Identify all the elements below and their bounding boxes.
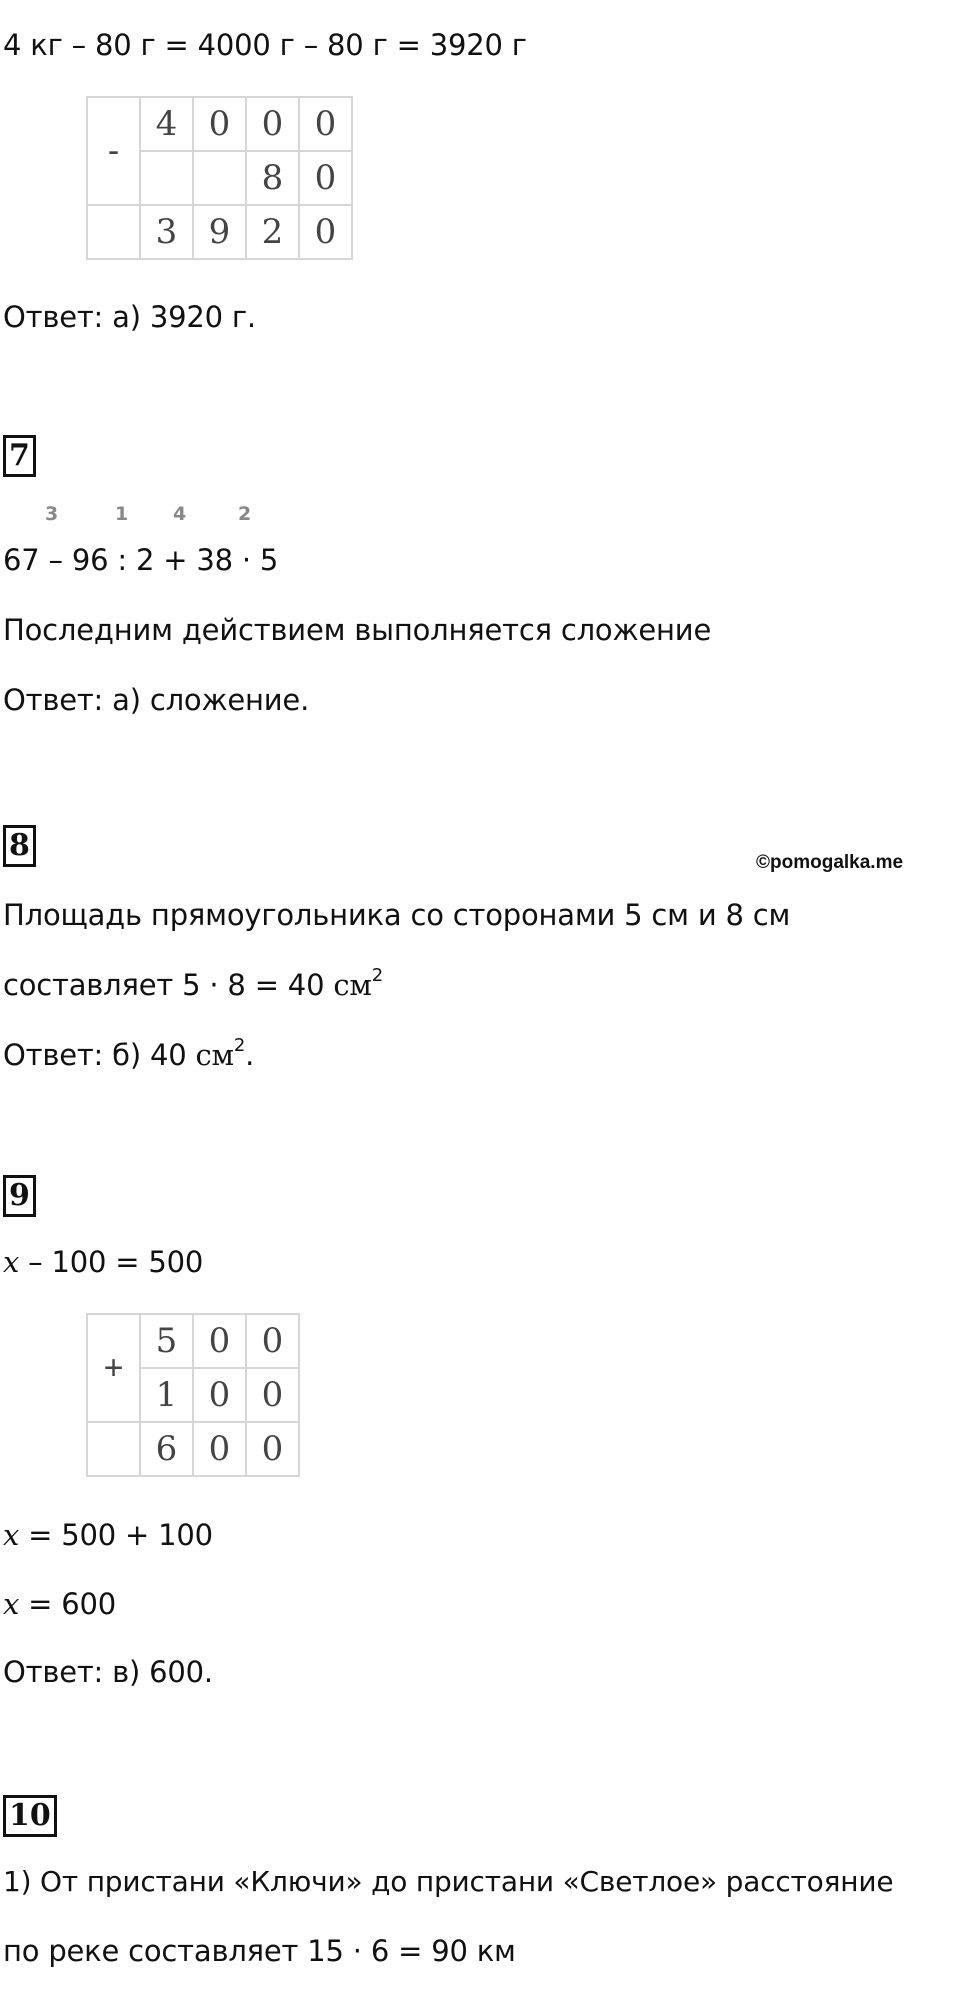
digit-cell: 0 [299, 97, 352, 151]
text-prefix: Ответ: б) 40 [3, 1038, 196, 1072]
digit-cell: 0 [193, 1422, 246, 1476]
digit-cell: 0 [193, 97, 246, 151]
order-mark: 1 [115, 503, 129, 525]
variable: x [3, 1587, 20, 1621]
unit: см [333, 968, 372, 1002]
empty-cell [87, 205, 140, 259]
digit-cell: 0 [299, 205, 352, 259]
addition-column-table [86, 1313, 300, 1477]
variable: x [3, 1518, 20, 1552]
digit-cell: 2 [246, 205, 299, 259]
text-prefix: составляет 5 · 8 = 40 [3, 968, 334, 1002]
superscript: 2 [371, 965, 384, 986]
equation-text: = 500 + 100 [19, 1518, 213, 1552]
text-line: по реке составляет 15 · 6 = 90 км [3, 1934, 516, 1968]
equation-text: – 100 = 500 [19, 1245, 204, 1279]
equation-text: = 600 [19, 1587, 117, 1621]
digit-cell: 6 [140, 1422, 193, 1476]
equation-line [3, 1242, 203, 1282]
task-number-8: 8 [3, 825, 36, 867]
digit-cell: 0 [246, 1368, 299, 1422]
digit-cell: 0 [193, 1368, 246, 1422]
text-line [3, 965, 383, 1005]
plus-sign: + [87, 1314, 140, 1422]
text-line: 1) От пристани «Ключи» до пристани «Светлое» расстояние [3, 1865, 894, 1898]
equation-line [3, 1515, 213, 1555]
digit-cell: 8 [246, 151, 299, 205]
equation-line: 4 кг – 80 г = 4000 г – 80 г = 3920 г [3, 28, 527, 62]
digit-cell: 0 [193, 1314, 246, 1368]
digit-cell: 9 [193, 205, 246, 259]
digit-cell [140, 151, 193, 205]
order-mark: 3 [45, 503, 59, 525]
empty-cell [87, 1422, 140, 1476]
digit-cell [193, 151, 246, 205]
answer-line: Ответ: в) 600. [3, 1655, 213, 1689]
task-number-10: 10 [3, 1795, 57, 1837]
digit-cell: 0 [299, 151, 352, 205]
watermark: ©pomogalka.me [756, 852, 904, 873]
text-line: Последним действием выполняется сложение [3, 613, 712, 647]
digit-cell: 0 [246, 1314, 299, 1368]
subtraction-column-table [86, 96, 353, 260]
expression-line: 67 – 96 : 2 + 38 · 5 [3, 543, 279, 577]
unit: см [195, 1038, 234, 1072]
text-line: Площадь прямоугольника со сторонами 5 см и 8 см [3, 898, 791, 932]
variable: x [3, 1245, 20, 1279]
equation-line [3, 1584, 116, 1624]
digit-cell: 0 [246, 97, 299, 151]
digit-cell: 1 [140, 1368, 193, 1422]
task-number-7: 7 [3, 435, 36, 477]
order-mark: 2 [238, 503, 252, 525]
answer-line: Ответ: а) сложение. [3, 683, 310, 717]
digit-cell: 0 [246, 1422, 299, 1476]
task-number-9: 9 [3, 1175, 36, 1217]
text-suffix: . [245, 1038, 255, 1072]
order-mark: 4 [173, 503, 187, 525]
answer-line: Ответ: а) 3920 г. [3, 300, 256, 334]
digit-cell: 3 [140, 205, 193, 259]
minus-sign: - [87, 97, 140, 205]
answer-line [3, 1035, 254, 1075]
superscript: 2 [233, 1035, 246, 1056]
digit-cell: 4 [140, 97, 193, 151]
digit-cell: 5 [140, 1314, 193, 1368]
